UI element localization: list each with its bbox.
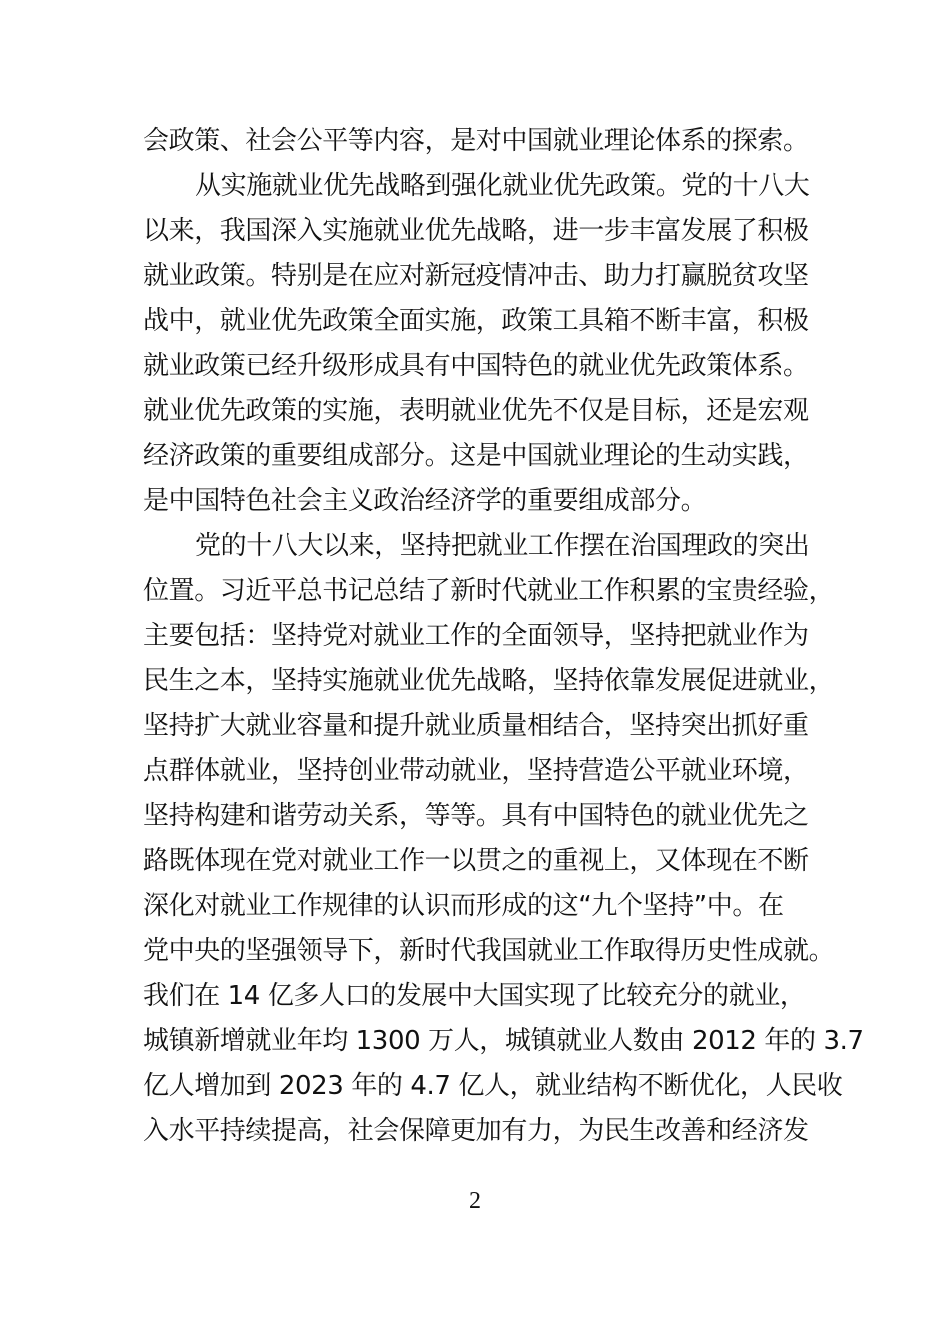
text-line: 坚持构建和谐劳动关系，等等。具有中国特色的就业优先之: [143, 801, 809, 831]
text-line: 路既体现在党对就业工作一以贯之的重视上，又体现在不断: [143, 846, 809, 876]
text-line: 入水平持续提高，社会保障更加有力，为民生改善和经济发: [143, 1116, 809, 1146]
body-text: [143, 119, 864, 1154]
text-line: 点群体就业，坚持创业带动就业，坚持营造公平就业环境，: [143, 756, 809, 786]
text-line: 从实施就业优先战略到强化就业优先政策。党的十八大: [195, 171, 810, 201]
text-line: 主要包括：坚持党对就业工作的全面领导，坚持把就业作为: [143, 621, 809, 651]
text-line: 就业优先政策的实施，表明就业优先不仅是目标，还是宏观: [143, 396, 809, 426]
text-line: 是中国特色社会主义政治经济学的重要组成部分。: [143, 486, 707, 516]
text-line: 战中，就业优先政策全面实施，政策工具箱不断丰富，积极: [143, 306, 809, 336]
text-line: 以来，我国深入实施就业优先战略，进一步丰富发展了积极: [143, 216, 809, 246]
text-line: 民生之本，坚持实施就业优先战略，坚持依靠发展促进就业，: [143, 666, 835, 696]
text-line: 党的十八大以来，坚持把就业工作摆在治国理政的突出: [195, 531, 810, 561]
text-line: 深化对就业工作规律的认识而形成的这“九个坚持”中。在: [143, 891, 784, 921]
text-line: 我们在 14 亿多人口的发展中大国实现了比较充分的就业，: [143, 981, 806, 1011]
text-line: 坚持扩大就业容量和提升就业质量相结合，坚持突出抓好重: [143, 711, 809, 741]
text-line: 亿人增加到 2023 年的 4.7 亿人，就业结构不断优化，人民收: [143, 1071, 843, 1101]
text-line: 经济政策的重要组成部分。这是中国就业理论的生动实践，: [143, 441, 809, 471]
text-line: 城镇新增就业年均 1300 万人，城镇就业人数由 2012 年的 3.7: [143, 1026, 864, 1056]
text-line: 就业政策。特别是在应对新冠疫情冲击、助力打赢脱贫攻坚: [143, 261, 809, 291]
text-line: 就业政策已经升级形成具有中国特色的就业优先政策体系。: [143, 351, 809, 381]
text-line: 党中央的坚强领导下，新时代我国就业工作取得历史性成就。: [143, 936, 835, 966]
text-line: 位置。习近平总书记总结了新时代就业工作积累的宝贵经验，: [143, 576, 835, 606]
text-line: 会政策、社会公平等内容，是对中国就业理论体系的探索。: [143, 126, 809, 156]
page-number: 2: [469, 1188, 481, 1214]
